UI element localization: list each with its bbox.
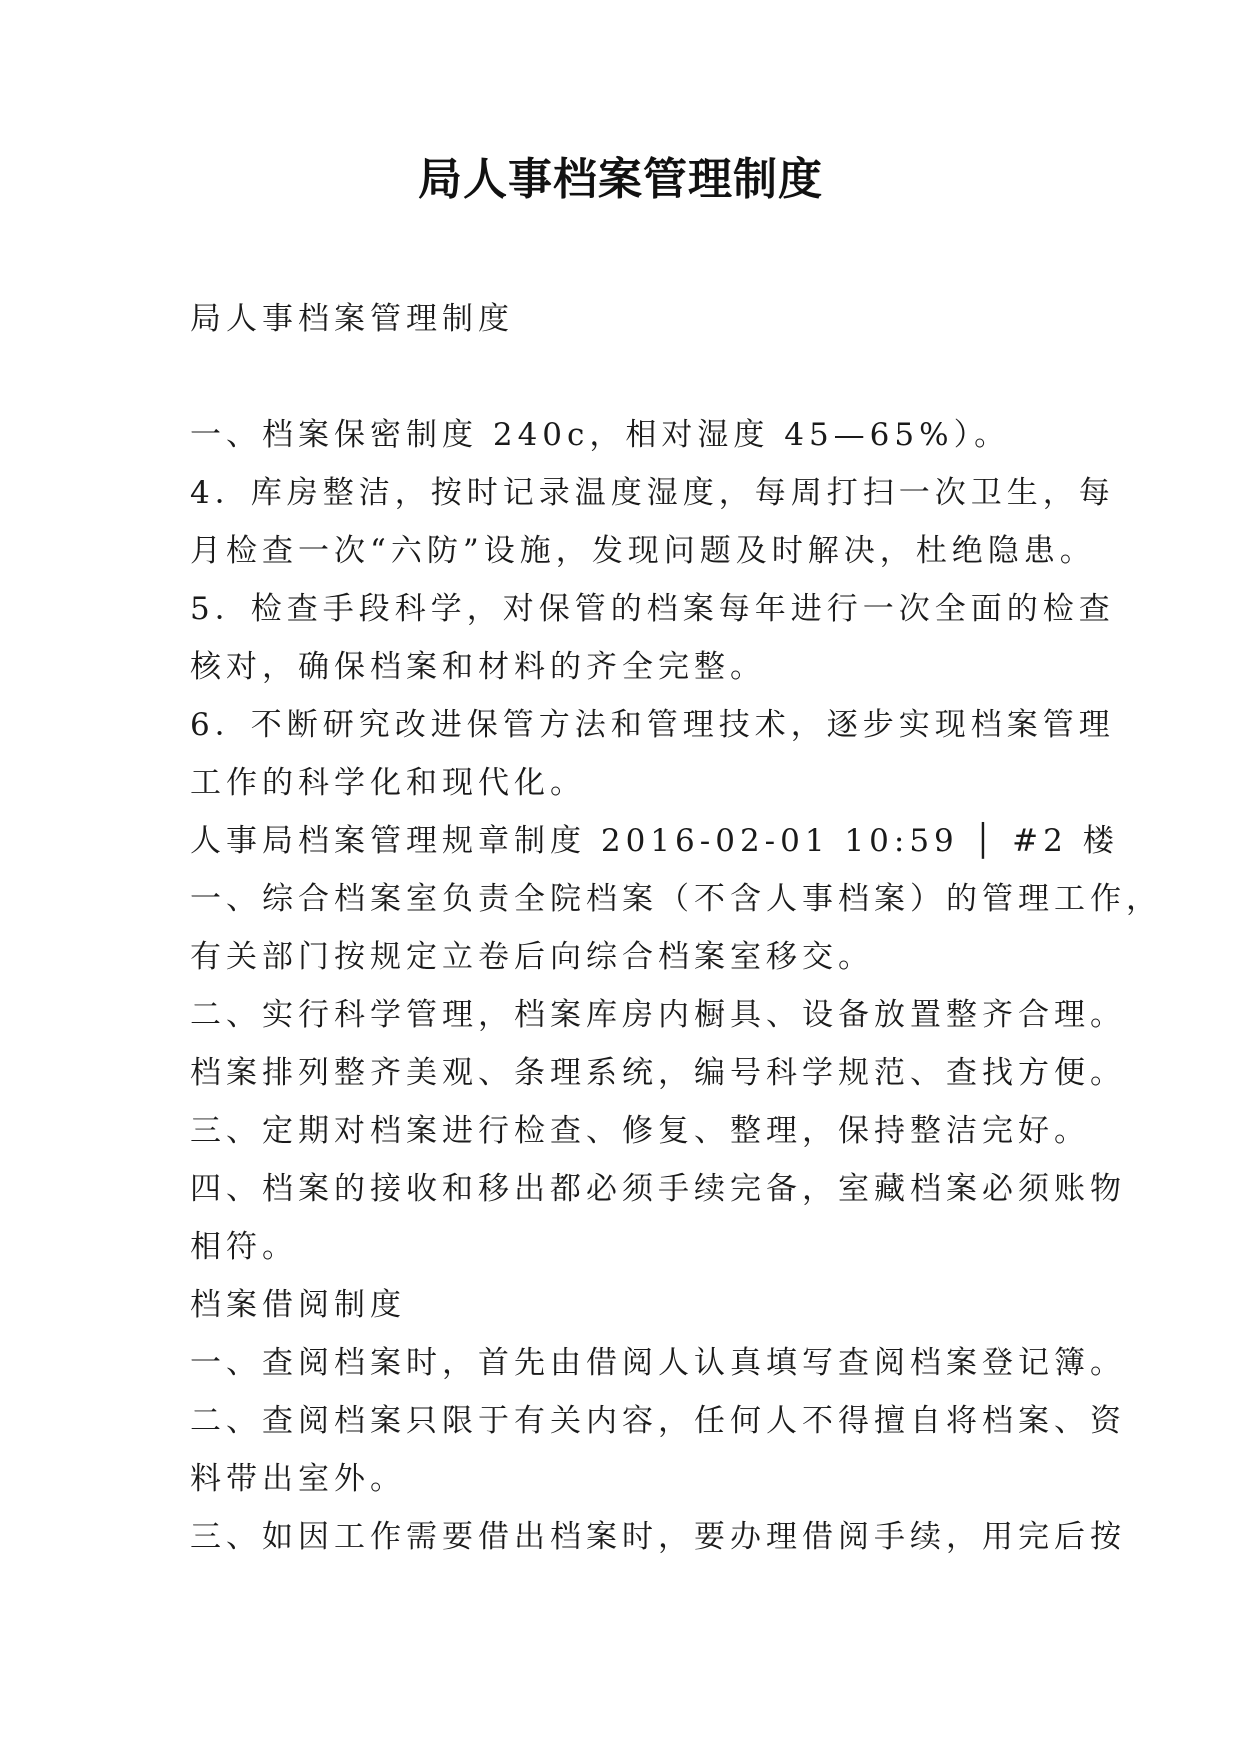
- text-line: 二、实行科学管理，档案库房内橱具、设备放置整齐合理。: [190, 997, 1126, 1033]
- text-line: 一、查阅档案时，首先由借阅人认真填写查阅档案登记簿。: [190, 1345, 1126, 1381]
- text-line: 5．检查手段科学，对保管的档案每年进行一次全面的检查: [190, 591, 1115, 627]
- text-line: 一、档案保密制度 240c，相对湿度 45—65%）。: [190, 417, 1011, 453]
- text-line: 4．库房整洁，按时记录温度湿度，每周打扫一次卫生，每: [190, 475, 1115, 511]
- text-line: 四、档案的接收和移出都必须手续完备，室藏档案必须账物: [190, 1171, 1126, 1207]
- document-title: 局人事档案管理制度: [418, 154, 823, 205]
- text-line: 档案排列整齐美观、条理系统，编号科学规范、查找方便。: [190, 1055, 1126, 1091]
- post-header-line: 人事局档案管理规章制度 2016-02-01 10:59 │ #2 楼: [190, 823, 1119, 859]
- text-line: 三、定期对档案进行检查、修复、整理，保持整洁完好。: [190, 1113, 1090, 1149]
- text-line: 二、查阅档案只限于有关内容，任何人不得擅自将档案、资: [190, 1403, 1126, 1439]
- text-line: 有关部门按规定立卷后向综合档案室移交。: [190, 939, 874, 975]
- text-line: 三、如因工作需要借出档案时，要办理借阅手续，用完后按: [190, 1519, 1126, 1555]
- text-line: 一、综合档案室负责全院档案（不含人事档案）的管理工作，: [190, 881, 1162, 917]
- document-body: [190, 290, 1162, 1566]
- paragraph-spacer: [190, 348, 1090, 406]
- text-line: 工作的科学化和现代化。: [190, 765, 586, 801]
- section-heading: 档案借阅制度: [190, 1287, 406, 1323]
- text-line: 6．不断研究改进保管方法和管理技术，逐步实现档案管理: [190, 707, 1115, 743]
- document-subtitle: 局人事档案管理制度: [190, 301, 514, 337]
- text-line: 料带出室外。: [190, 1461, 406, 1497]
- text-line: 相符。: [190, 1229, 298, 1265]
- text-line: 核对，确保档案和材料的齐全完整。: [190, 649, 766, 685]
- text-line: 月检查一次“六防”设施，发现问题及时解决，杜绝隐患。: [190, 533, 1096, 569]
